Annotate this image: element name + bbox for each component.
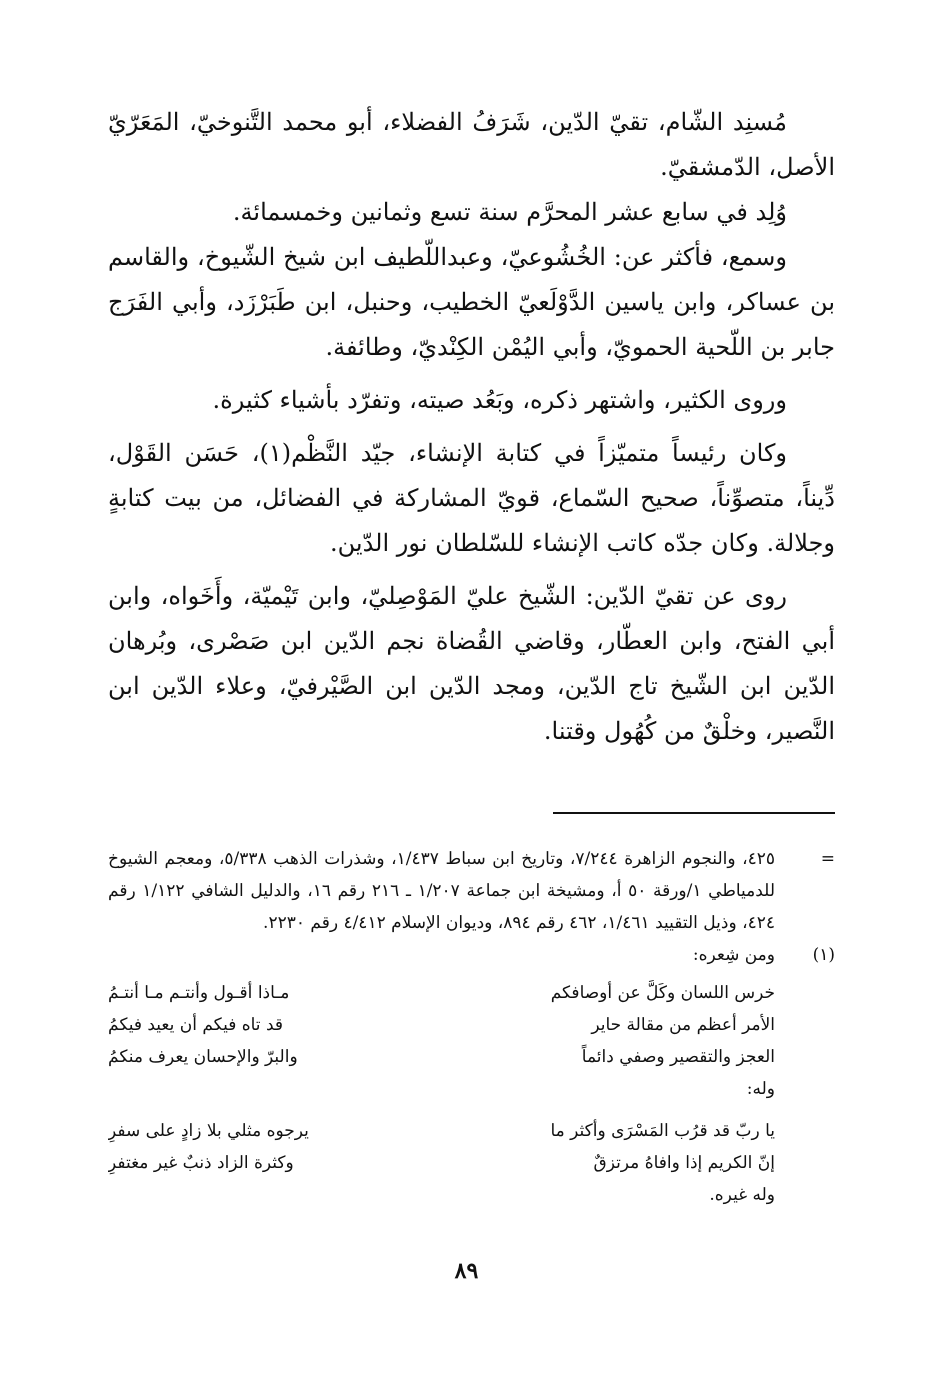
- footnote-number: (١): [812, 945, 835, 965]
- poem-one: [108, 977, 835, 1211]
- footnotes: [108, 843, 835, 1211]
- verse: [108, 1009, 775, 1041]
- poem-spacer: [108, 1105, 775, 1115]
- hemistich-first: يا ربّ قد قرُب المَسْرَى وأكثر ما: [550, 1121, 775, 1141]
- main-text: [108, 100, 835, 754]
- footnote-1: [108, 939, 835, 971]
- poem-label-his: وله:: [746, 1079, 775, 1099]
- paragraph-teachers: وسمع، فأكثر عن: الخُشُوعيّ، وعبداللّطيف ابن شيخ الشّيوخ، والقاسم بن عساكر، وابن ياسين الدَّوْلَعيّ الخطيب، وحنبل، ابن طَبَرْزَد، وأبي الفَرَج جابر بن اللّحية الحمويّ، وأبي اليُمْن الكِنْديّ، وطائفة.: [108, 243, 835, 361]
- hemistich-second: مـاذا أقـول وأنتـم مـا أنتـمُ: [108, 983, 290, 1003]
- verse: [108, 1041, 775, 1073]
- paragraph-character: وكان رئيساً متميّزاً في كتابة الإنشاء، جيّد النَّظْم(١)، حَسَن القَوْل، دِّيناً، متصوِّناً، صحيح السّماع، قويّ المشاركة في الفضائل، من بيت كتابةٍ وجلالة. وكان جدّه كاتب الإنشاء للسّلطان نور الدّين.: [108, 439, 835, 557]
- hemistich-first: خرس اللسان وكَلَّ عن أوصافكم: [550, 983, 775, 1003]
- continuation-mark: =: [820, 849, 835, 869]
- hemistich-first: الأمر أعظم من مقالة حاير: [591, 1015, 775, 1035]
- page-number: ٨٩: [454, 1258, 479, 1284]
- verse: [108, 1147, 775, 1179]
- hemistich-second: والبرّ والإحسان يعرف منكمُ: [108, 1047, 298, 1067]
- footnote-continuation: [108, 843, 835, 939]
- hemistich-second: قد تاه فيكم أن يعيد فيكمُ: [108, 1015, 283, 1035]
- verse: [108, 977, 775, 1009]
- footnote-separator: [553, 812, 835, 814]
- continuation-text: ٤٢٥، والنجوم الزاهرة ٧/٢٤٤، وتاريخ ابن سباط ١/٤٣٧، وشذرات الذهب ٥/٣٣٨، ومعجم الشيوخ للدمياطي ١/ورقة ٥٠ أ، ومشيخة ابن جماعة ١/٢٠٧ ـ ٢١٦ رقم ١٦، والدليل الشافي ١/١٢٢ رقم ٤٢٤، وذيل التقييد ١/٤٦١، ٤٦٢ رقم ٨٩٤، وديوان الإسلام ٤/٤١٢ رقم ٢٢٣٠.: [108, 849, 776, 933]
- hemistich-second: وكثرة الزاد ذنبٌ غير مغتفرِ: [108, 1153, 294, 1173]
- hemistich-first: العجز والتقصير وصفي دائماً: [581, 1047, 775, 1067]
- poem-label-other: وله غيره.: [709, 1185, 775, 1205]
- paragraph-intro: مُسنِد الشّام، تقيّ الدّين، شَرَفُ الفضلاء، أبو محمد التَّنوخيّ، المَعَرّيّ الأصل، الدّمشقيّ.: [108, 108, 835, 181]
- footnote-intro: ومن شِعره:: [692, 945, 775, 965]
- hemistich-second: يرجوه مثلي بلا زادٍ على سفرِ: [108, 1121, 309, 1141]
- hemistich-first: إنّ الكريم إذا وافاهُ مرتزقٌ: [593, 1153, 775, 1173]
- paragraph-birth: وُلِد في سابع عشر المحرَّم سنة تسع وثمانين وخمسمائة.: [232, 198, 787, 226]
- verse: [108, 1115, 775, 1147]
- paragraph-narration: وروى الكثير، واشتهر ذكره، وبَعُد صيته، وتفرّد بأشياء كثيرة.: [212, 386, 787, 414]
- paragraph-students: روى عن تقيّ الدّين: الشّيخ عليّ المَوْصِليّ، وابن تَيْميّة، وأَخَواه، وابن أبي الفتح، وابن العطّار، وقاضي القُضاة نجم الدّين ابن صَصْرى، وبُرهان الدّين ابن الشّيخ تاج الدّين، ومجد الدّين ابن الصَّيْرفيّ، وعلاء الدّين ابن النَّصير، وخلْقٌ من كُهُول وقتنا.: [108, 582, 835, 745]
